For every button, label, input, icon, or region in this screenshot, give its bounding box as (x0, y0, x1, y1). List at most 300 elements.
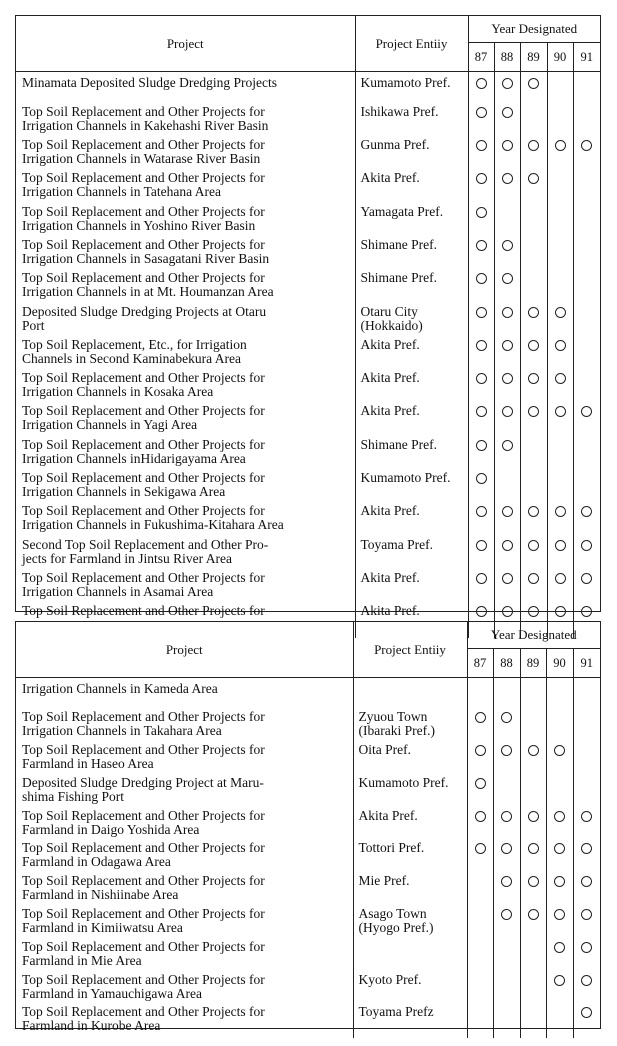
entity-line: (Hokkaido) (360, 317, 423, 333)
designated-circle-icon (555, 406, 566, 417)
project-cell (16, 678, 353, 711)
entity-header: Project Entiiy (355, 16, 468, 72)
project-name-line: Top Soil Replacement and Other Projects for (22, 504, 265, 519)
designated-circle-icon (502, 78, 513, 89)
project-name-line: Farmland in Kimiiwatsu Area (22, 920, 183, 936)
table-row (16, 205, 600, 238)
year-designated-header: Year Designated (467, 622, 600, 649)
year-cell-87 (468, 271, 494, 304)
project-name-line: Channels in Second Kaminabekura Area (22, 350, 241, 366)
project-name-line: Irrigation Channels in at Mt. Houmanzan Area (22, 284, 274, 300)
year-cell-89 (520, 973, 546, 1006)
designated-circle-icon (554, 843, 565, 854)
year-header: 90 (546, 649, 573, 678)
year-cell-89 (520, 138, 547, 171)
project-name-line: Minamata Deposited Sludge Dredging Projects (22, 75, 277, 90)
year-cell-87 (467, 907, 493, 940)
year-cell-91 (573, 743, 600, 776)
entity-cell (355, 271, 468, 304)
entity-line: Otaru City (360, 304, 418, 319)
year-cell-89 (520, 907, 546, 940)
year-cell-91 (573, 371, 600, 404)
project-cell (16, 940, 353, 973)
table-row (16, 678, 600, 711)
designated-circle-icon (475, 712, 486, 723)
project-name-line: Top Soil Replacement, Etc., for Irrigation (22, 337, 247, 352)
year-cell-89 (520, 205, 547, 238)
entity-line: Kumamoto Pref. (358, 775, 449, 790)
year-cell-90 (546, 678, 573, 711)
table-row (16, 907, 600, 940)
year-cell-91 (573, 438, 600, 471)
year-cell-90 (546, 1005, 573, 1038)
designation-table-2 (15, 621, 601, 1034)
year-cell-87 (468, 404, 494, 437)
entity-cell (353, 940, 467, 973)
year-cell-88 (494, 238, 520, 271)
year-cell-91 (573, 973, 600, 1006)
year-cell-89 (520, 305, 547, 338)
designated-circle-icon (581, 909, 592, 920)
table-row (16, 305, 600, 338)
year-cell-87 (468, 205, 494, 238)
project-cell (16, 907, 353, 940)
project-name-line: Top Soil Replacement and Other Projects for (22, 808, 265, 823)
designated-circle-icon (554, 745, 565, 756)
year-cell-87 (468, 538, 494, 571)
project-name-line: Port (22, 317, 45, 333)
entity-cell (353, 710, 467, 743)
entity-line: Kumamoto Pref. (360, 75, 451, 90)
year-cell-90 (547, 371, 573, 404)
project-cell (16, 504, 355, 537)
project-name-line: Irrigation Channels in Asamai Area (22, 583, 214, 599)
year-cell-90 (546, 841, 573, 874)
year-cell-89 (520, 371, 547, 404)
year-cell-88 (494, 138, 520, 171)
project-cell (16, 105, 355, 138)
designated-circle-icon (501, 909, 512, 920)
year-cell-88 (494, 72, 520, 105)
year-cell-88 (493, 841, 520, 874)
year-cell-90 (547, 338, 573, 371)
entity-line: Shimane Pref. (360, 437, 437, 452)
entity-cell (353, 678, 467, 711)
designated-circle-icon (581, 843, 592, 854)
year-cell-90 (546, 874, 573, 907)
entity-line: Toyama Prefz (358, 1005, 434, 1020)
entity-cell (355, 471, 468, 504)
project-cell (16, 874, 353, 907)
year-cell-88 (494, 105, 520, 138)
year-cell-87 (467, 710, 493, 743)
designated-circle-icon (502, 173, 513, 184)
designated-circle-icon (528, 307, 539, 318)
entity-line: Akita Pref. (360, 504, 420, 519)
year-cell-90 (546, 743, 573, 776)
designated-circle-icon (555, 573, 566, 584)
year-cell-90 (546, 940, 573, 973)
designated-circle-icon (528, 173, 539, 184)
designated-circle-icon (476, 78, 487, 89)
project-cell (16, 305, 355, 338)
designated-circle-icon (581, 942, 592, 953)
table-row (16, 940, 600, 973)
year-header: 91 (573, 649, 600, 678)
project-name-line: Irrigation Channels in Kosaka Area (22, 384, 214, 400)
entity-line: (Ibaraki Pref.) (358, 723, 435, 739)
project-cell (16, 710, 353, 743)
year-cell-88 (494, 571, 520, 604)
project-name-line: Top Soil Replacement and Other Projects for (22, 204, 265, 219)
designated-circle-icon (581, 811, 592, 822)
designated-circle-icon (476, 473, 487, 484)
project-name-line: Irrigation Channels in Tatehana Area (22, 184, 221, 200)
table-row (16, 809, 600, 842)
table-row (16, 874, 600, 907)
entity-cell (355, 404, 468, 437)
table-body (16, 72, 600, 638)
project-name-line: Farmland in Nishiinabe Area (22, 887, 179, 903)
year-cell-90 (547, 72, 573, 105)
year-cell-87 (467, 874, 493, 907)
project-name-line: Irrigation Channels in Fukushima-Kitahara Area (22, 517, 284, 533)
year-cell-90 (546, 973, 573, 1006)
year-cell-90 (547, 205, 573, 238)
designated-circle-icon (554, 811, 565, 822)
project-name-line: Top Soil Replacement and Other Projects for (22, 604, 265, 619)
entity-cell (355, 72, 468, 105)
year-cell-87 (468, 105, 494, 138)
project-name-line: Irrigation Channels in Watarase River Basin (22, 151, 261, 167)
designated-circle-icon (581, 606, 592, 617)
year-cell-89 (520, 678, 546, 711)
year-cell-91 (573, 338, 600, 371)
table-row (16, 973, 600, 1006)
project-name-line: Farmland in Mie Area (22, 952, 142, 968)
designated-circle-icon (502, 240, 513, 251)
year-cell-91 (573, 404, 600, 437)
year-cell-91 (573, 874, 600, 907)
project-cell (16, 338, 355, 371)
table-row (16, 404, 600, 437)
project-cell (16, 841, 353, 874)
designated-circle-icon (476, 207, 487, 218)
designated-circle-icon (476, 540, 487, 551)
designated-circle-icon (528, 340, 539, 351)
year-cell-88 (494, 305, 520, 338)
project-header: Project (16, 622, 353, 678)
year-cell-87 (468, 504, 494, 537)
entity-line: Akita Pref. (360, 570, 420, 585)
year-cell-91 (573, 538, 600, 571)
year-cell-87 (468, 305, 494, 338)
project-name-line: Top Soil Replacement and Other Projects for (22, 874, 265, 889)
designated-circle-icon (476, 140, 487, 151)
year-cell-90 (547, 271, 573, 304)
entity-line: Gunma Pref. (360, 138, 430, 153)
project-name-line: Irrigation Channels in Takahara Area (22, 723, 222, 739)
designated-circle-icon (502, 273, 513, 284)
year-cell-87 (468, 238, 494, 271)
designated-circle-icon (476, 440, 487, 451)
entity-cell (355, 105, 468, 138)
designated-circle-icon (476, 373, 487, 384)
entity-line: Oita Pref. (358, 743, 411, 758)
year-cell-88 (494, 205, 520, 238)
year-cell-90 (547, 571, 573, 604)
entity-cell (353, 907, 467, 940)
designated-circle-icon (475, 843, 486, 854)
table-row (16, 171, 600, 204)
designated-circle-icon (581, 975, 592, 986)
year-cell-89 (520, 171, 547, 204)
year-cell-89 (520, 271, 547, 304)
table-row (16, 504, 600, 537)
year-cell-87 (468, 371, 494, 404)
entity-line: Akita Pref. (358, 808, 418, 823)
project-cell (16, 471, 355, 504)
designated-circle-icon (475, 778, 486, 789)
project-name-line: Top Soil Replacement and Other Projects for (22, 237, 265, 252)
designated-circle-icon (476, 273, 487, 284)
table-row (16, 471, 600, 504)
entity-cell (355, 538, 468, 571)
designated-circle-icon (581, 140, 592, 151)
designated-circle-icon (555, 540, 566, 551)
year-cell-91 (573, 940, 600, 973)
project-name-line: Top Soil Replacement and Other Projects for (22, 972, 265, 987)
designated-circle-icon (502, 340, 513, 351)
entity-line: Shimane Pref. (360, 271, 437, 286)
designated-circle-icon (528, 406, 539, 417)
project-name-line: Irrigation Channels in Yoshino River Basin (22, 217, 256, 233)
entity-cell (353, 973, 467, 1006)
table-body (16, 678, 600, 1039)
project-name-line: jects for Farmland in Jintsu River Area (22, 550, 232, 566)
designated-circle-icon (528, 606, 539, 617)
designated-circle-icon (476, 406, 487, 417)
year-cell-87 (467, 678, 493, 711)
year-cell-88 (494, 271, 520, 304)
project-name-line: Top Soil Replacement and Other Projects for (22, 171, 265, 186)
year-cell-89 (520, 874, 546, 907)
entity-line: Yamagata Pref. (360, 204, 444, 219)
designated-circle-icon (528, 540, 539, 551)
project-name-line: Irrigation Channels in Sekigawa Area (22, 484, 226, 500)
project-name-line: Top Soil Replacement and Other Projects for (22, 404, 265, 419)
year-header: 90 (547, 43, 573, 72)
year-cell-89 (520, 105, 547, 138)
year-cell-88 (494, 504, 520, 537)
year-cell-87 (468, 338, 494, 371)
designated-circle-icon (528, 843, 539, 854)
designated-circle-icon (581, 573, 592, 584)
year-designated-header: Year Designated (468, 16, 600, 43)
designated-circle-icon (555, 606, 566, 617)
project-cell (16, 973, 353, 1006)
project-cell (16, 238, 355, 271)
project-name-line: Farmland in Yamauchigawa Area (22, 985, 202, 1001)
year-header: 89 (520, 43, 547, 72)
year-cell-89 (520, 72, 547, 105)
project-header: Project (16, 16, 355, 72)
designated-circle-icon (554, 876, 565, 887)
year-cell-88 (493, 973, 520, 1006)
project-name-line: Top Soil Replacement and Other Projects for (22, 104, 265, 119)
table-row (16, 571, 600, 604)
year-cell-88 (494, 438, 520, 471)
entity-line: Akita Pref. (360, 171, 420, 186)
project-name-line: Top Soil Replacement and Other Projects for (22, 371, 265, 386)
designated-circle-icon (555, 340, 566, 351)
entity-cell (355, 238, 468, 271)
year-cell-91 (573, 907, 600, 940)
entity-line: Asago Town (358, 907, 427, 922)
year-cell-87 (467, 1005, 493, 1038)
entity-header: Project Entiiy (353, 622, 467, 678)
entity-line: Akita Pref. (360, 604, 420, 619)
designated-circle-icon (476, 173, 487, 184)
designated-circle-icon (501, 876, 512, 887)
year-cell-88 (493, 776, 520, 809)
year-cell-87 (468, 438, 494, 471)
year-cell-87 (467, 973, 493, 1006)
entity-cell (355, 438, 468, 471)
year-cell-88 (493, 940, 520, 973)
year-cell-89 (520, 338, 547, 371)
designated-circle-icon (528, 909, 539, 920)
entity-cell (355, 205, 468, 238)
year-cell-90 (546, 907, 573, 940)
project-name-line: Top Soil Replacement and Other Projects for (22, 907, 265, 922)
entity-line: Akita Pref. (360, 371, 420, 386)
project-name-line: Top Soil Replacement and Other Projects for (22, 437, 265, 452)
designated-circle-icon (528, 745, 539, 756)
year-header: 87 (468, 43, 494, 72)
year-cell-91 (573, 138, 600, 171)
project-name-line: Farmland in Kurobe Area (22, 1018, 161, 1034)
year-header: 89 (520, 649, 546, 678)
designated-circle-icon (581, 1007, 592, 1018)
project-name-line: Top Soil Replacement and Other Projects for (22, 710, 265, 725)
year-cell-91 (573, 571, 600, 604)
table-row (16, 105, 600, 138)
entity-line: Kyoto Pref. (358, 972, 422, 987)
year-cell-87 (467, 841, 493, 874)
designated-circle-icon (476, 107, 487, 118)
designation-table-1 (15, 15, 601, 619)
designated-circle-icon (554, 909, 565, 920)
year-cell-88 (493, 678, 520, 711)
year-cell-89 (520, 571, 547, 604)
entity-cell (353, 809, 467, 842)
project-name-line: Deposited Sludge Dredging Projects at Otaru (22, 304, 267, 319)
year-cell-90 (547, 438, 573, 471)
project-name-line: Top Soil Replacement and Other Projects for (22, 271, 265, 286)
designated-circle-icon (501, 811, 512, 822)
designated-circle-icon (476, 307, 487, 318)
project-name-line: Top Soil Replacement and Other Projects for (22, 841, 265, 856)
entity-line: Shimane Pref. (360, 237, 437, 252)
entity-cell (353, 874, 467, 907)
designated-circle-icon (502, 140, 513, 151)
entity-cell (355, 571, 468, 604)
table-row (16, 710, 600, 743)
year-cell-90 (546, 809, 573, 842)
designated-circle-icon (502, 406, 513, 417)
entity-line: Kumamoto Pref. (360, 471, 451, 486)
year-cell-91 (573, 271, 600, 304)
entity-line: Ishikawa Pref. (360, 104, 439, 119)
designated-circle-icon (476, 606, 487, 617)
entity-line: Akita Pref. (360, 404, 420, 419)
year-cell-91 (573, 710, 600, 743)
project-cell (16, 371, 355, 404)
entity-line: (Hyogo Pref.) (358, 920, 434, 936)
project-name-line: Top Soil Replacement and Other Projects for (22, 138, 265, 153)
year-header: 87 (467, 649, 493, 678)
designated-circle-icon (581, 406, 592, 417)
year-cell-90 (547, 171, 573, 204)
designated-circle-icon (502, 573, 513, 584)
year-cell-89 (520, 538, 547, 571)
entity-cell (353, 743, 467, 776)
project-cell (16, 743, 353, 776)
year-cell-91 (573, 471, 600, 504)
entity-line: Tottori Pref. (358, 841, 425, 856)
year-cell-88 (493, 874, 520, 907)
year-cell-88 (494, 471, 520, 504)
project-cell (16, 72, 355, 105)
year-cell-90 (547, 471, 573, 504)
entity-line: Zyuou Town (358, 710, 428, 725)
designated-circle-icon (528, 811, 539, 822)
designated-circle-icon (528, 373, 539, 384)
designated-circle-icon (554, 942, 565, 953)
designated-circle-icon (555, 506, 566, 517)
year-cell-89 (520, 743, 546, 776)
designated-circle-icon (528, 876, 539, 887)
year-cell-89 (520, 438, 547, 471)
designated-circle-icon (528, 573, 539, 584)
project-cell (16, 138, 355, 171)
year-cell-91 (573, 504, 600, 537)
designated-circle-icon (555, 307, 566, 318)
designated-circle-icon (476, 240, 487, 251)
year-cell-91 (573, 305, 600, 338)
designated-circle-icon (475, 745, 486, 756)
project-cell (16, 404, 355, 437)
year-cell-87 (468, 571, 494, 604)
year-cell-87 (468, 138, 494, 171)
year-cell-90 (546, 710, 573, 743)
entity-line: Akita Pref. (360, 337, 420, 352)
project-name-line: Deposited Sludge Dredging Project at Maru- (22, 775, 264, 790)
designated-circle-icon (528, 78, 539, 89)
table-row (16, 538, 600, 571)
year-cell-87 (467, 809, 493, 842)
year-cell-88 (493, 1005, 520, 1038)
year-cell-91 (573, 809, 600, 842)
project-name-line: Top Soil Replacement and Other Projects for (22, 570, 265, 585)
entity-cell (355, 138, 468, 171)
year-cell-87 (468, 471, 494, 504)
table-row (16, 776, 600, 809)
year-cell-90 (547, 538, 573, 571)
entity-cell (353, 776, 467, 809)
year-cell-89 (520, 504, 547, 537)
